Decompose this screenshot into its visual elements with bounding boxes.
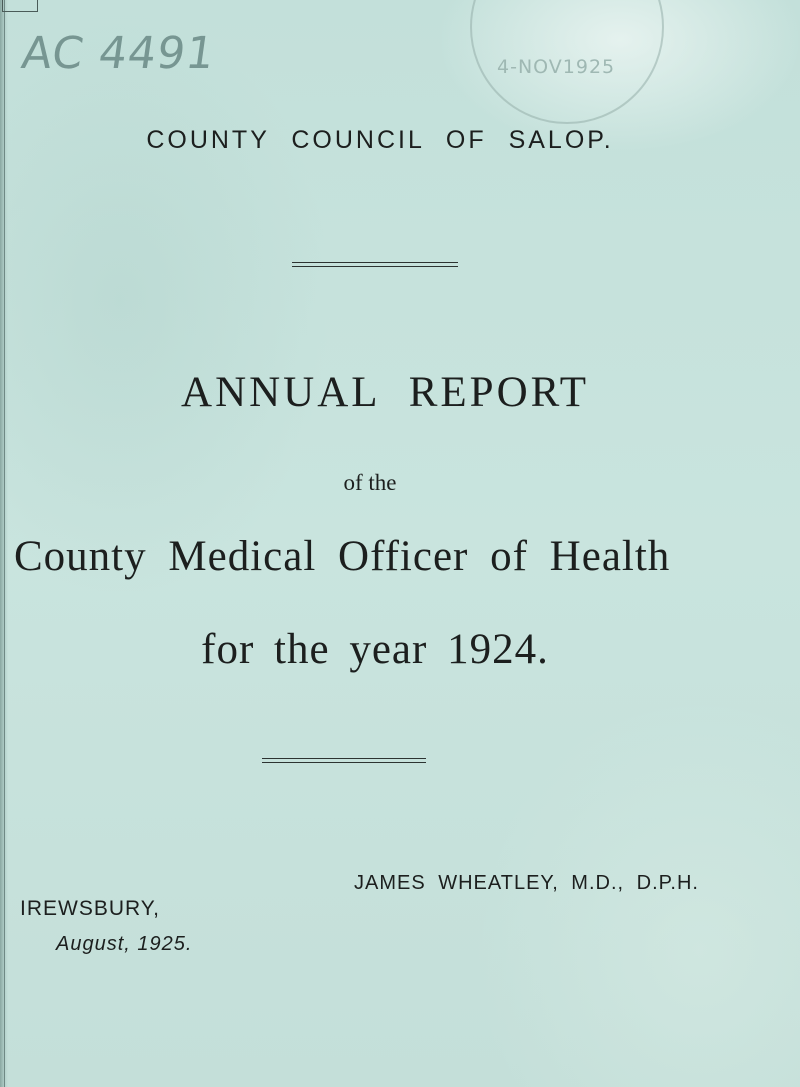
catalogue-box [2, 0, 38, 12]
report-title: ANNUAL REPORT [181, 369, 589, 416]
officer-title: County Medical Officer of Health [14, 533, 671, 580]
handwritten-accession-note: AC 4491 [18, 28, 219, 79]
stamp-date: 4-NOV1925 [497, 56, 616, 78]
council-heading: COUNTY COUNCIL OF SALOP. [146, 126, 614, 154]
double-rule-top [292, 262, 458, 267]
publication-date: August, 1925. [56, 933, 193, 955]
title-connector: of the [343, 470, 397, 495]
double-rule-bottom [262, 758, 426, 763]
report-year: for the year 1924. [201, 626, 549, 673]
binding-line [4, 0, 5, 1087]
publication-place: IREWSBURY, [20, 897, 160, 920]
author-name: JAMES WHEATLEY, M.D., D.P.H. [354, 872, 699, 894]
